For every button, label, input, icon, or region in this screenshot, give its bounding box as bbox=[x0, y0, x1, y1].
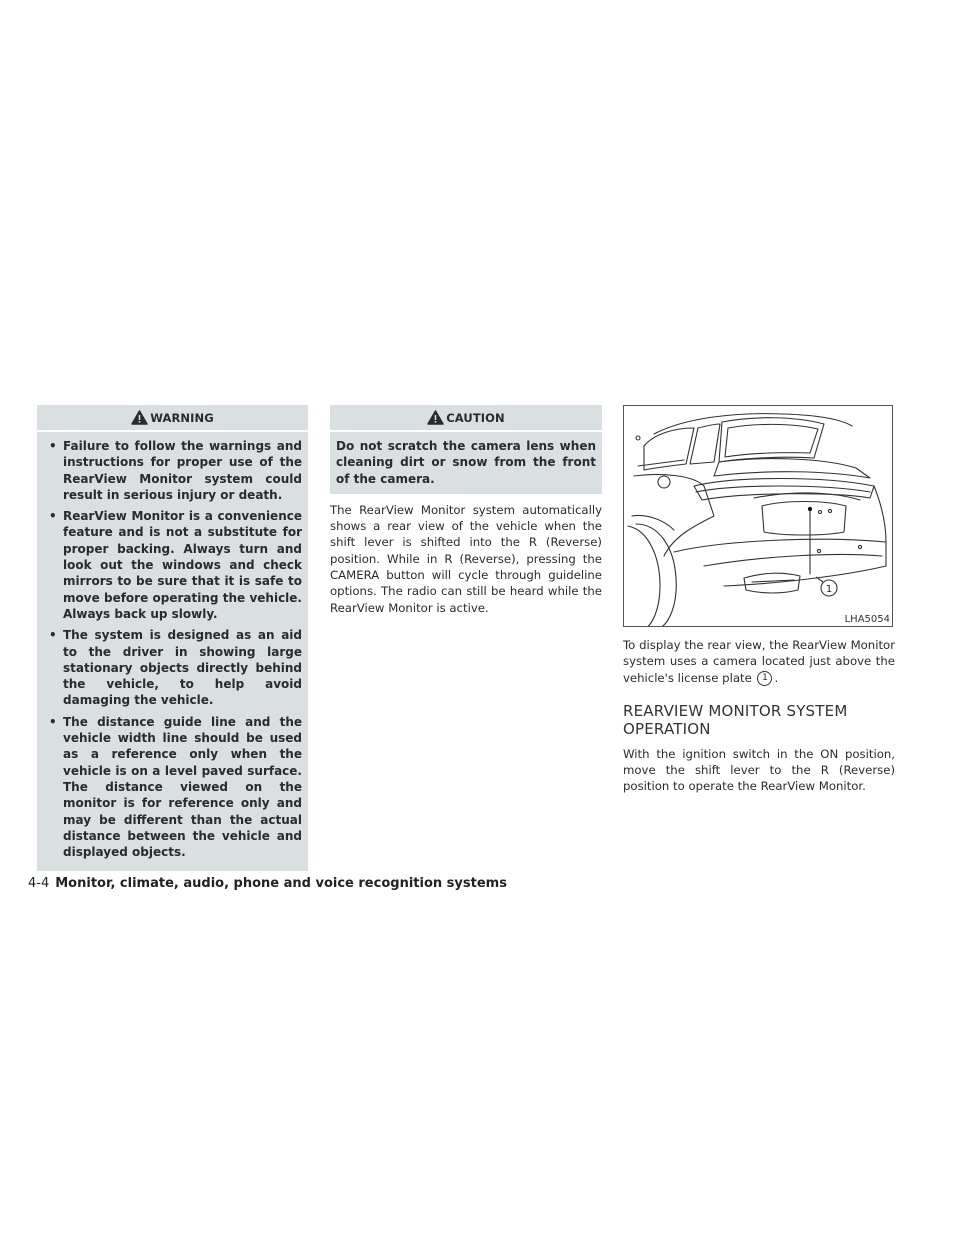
rear-car-illustration bbox=[623, 405, 893, 627]
caution-title: CAUTION bbox=[446, 410, 505, 425]
warning-list bbox=[37, 432, 308, 871]
caution-box bbox=[330, 405, 602, 494]
caution-header bbox=[330, 405, 602, 432]
page-footer bbox=[28, 876, 507, 891]
car-rear-drawing bbox=[624, 406, 893, 627]
warning-item: • The system is designed as an aid to the driver in showing large stationary objects directly behind the vehicle, to help avoid damaging the vehicle. bbox=[43, 627, 302, 708]
callout-marker: 1 bbox=[757, 671, 772, 686]
intro-paragraph: The RearView Monitor system automatically shows a rear view of the vehicle when the shift lever is shifted into the R (Reverse) position. While in R (Reverse), pressing the CAMERA button will cycle through guideline options. The radio can still be heard while the RearView Monitor is active. bbox=[330, 502, 602, 615]
section-paragraph: With the ignition switch in the ON position, move the shift lever to the R (Reverse) position to operate the RearView Monitor. bbox=[623, 746, 895, 794]
column-left bbox=[37, 405, 308, 871]
camera-paragraph-end: . bbox=[774, 670, 779, 685]
caution-text: Do not scratch the camera lens when cleaning dirt or snow from the front of the camera. bbox=[336, 439, 596, 486]
figure-label: LHA5054 bbox=[844, 614, 890, 625]
section-heading: REARVIEW MONITOR SYSTEM OPERATION bbox=[623, 701, 848, 738]
warning-box bbox=[37, 405, 308, 871]
chapter-title: Monitor, climate, audio, phone and voice recognition systems bbox=[55, 876, 507, 891]
camera-paragraph bbox=[623, 637, 895, 686]
warning-triangle-icon bbox=[427, 410, 444, 425]
callout-number: 1 bbox=[825, 584, 833, 595]
column-middle bbox=[330, 405, 602, 616]
warning-title: WARNING bbox=[150, 410, 214, 425]
warning-triangle-icon bbox=[131, 410, 148, 425]
warning-header bbox=[37, 405, 308, 432]
warning-item: • Failure to follow the warnings and instructions for proper use of the RearView Monitor system could result in serious injury or death. bbox=[43, 438, 302, 503]
page-number: 4-4 bbox=[28, 876, 50, 891]
warning-item: • RearView Monitor is a convenience feature and is not a substitute for proper backing. Always turn and look out the windows and check mirrors to be sure that it is safe to move before operating the vehicle. Always back up slowly. bbox=[43, 508, 302, 622]
camera-paragraph-text: To display the rear view, the RearView Monitor system uses a camera located just above the vehicle's license plate bbox=[623, 638, 895, 685]
column-right bbox=[623, 405, 895, 795]
warning-item: • The distance guide line and the vehicle width line should be used as a reference only when the vehicle is on a level paved surface. The distance viewed on the monitor is for reference only and may be different than the actual distance between the vehicle and displayed objects. bbox=[43, 714, 302, 861]
